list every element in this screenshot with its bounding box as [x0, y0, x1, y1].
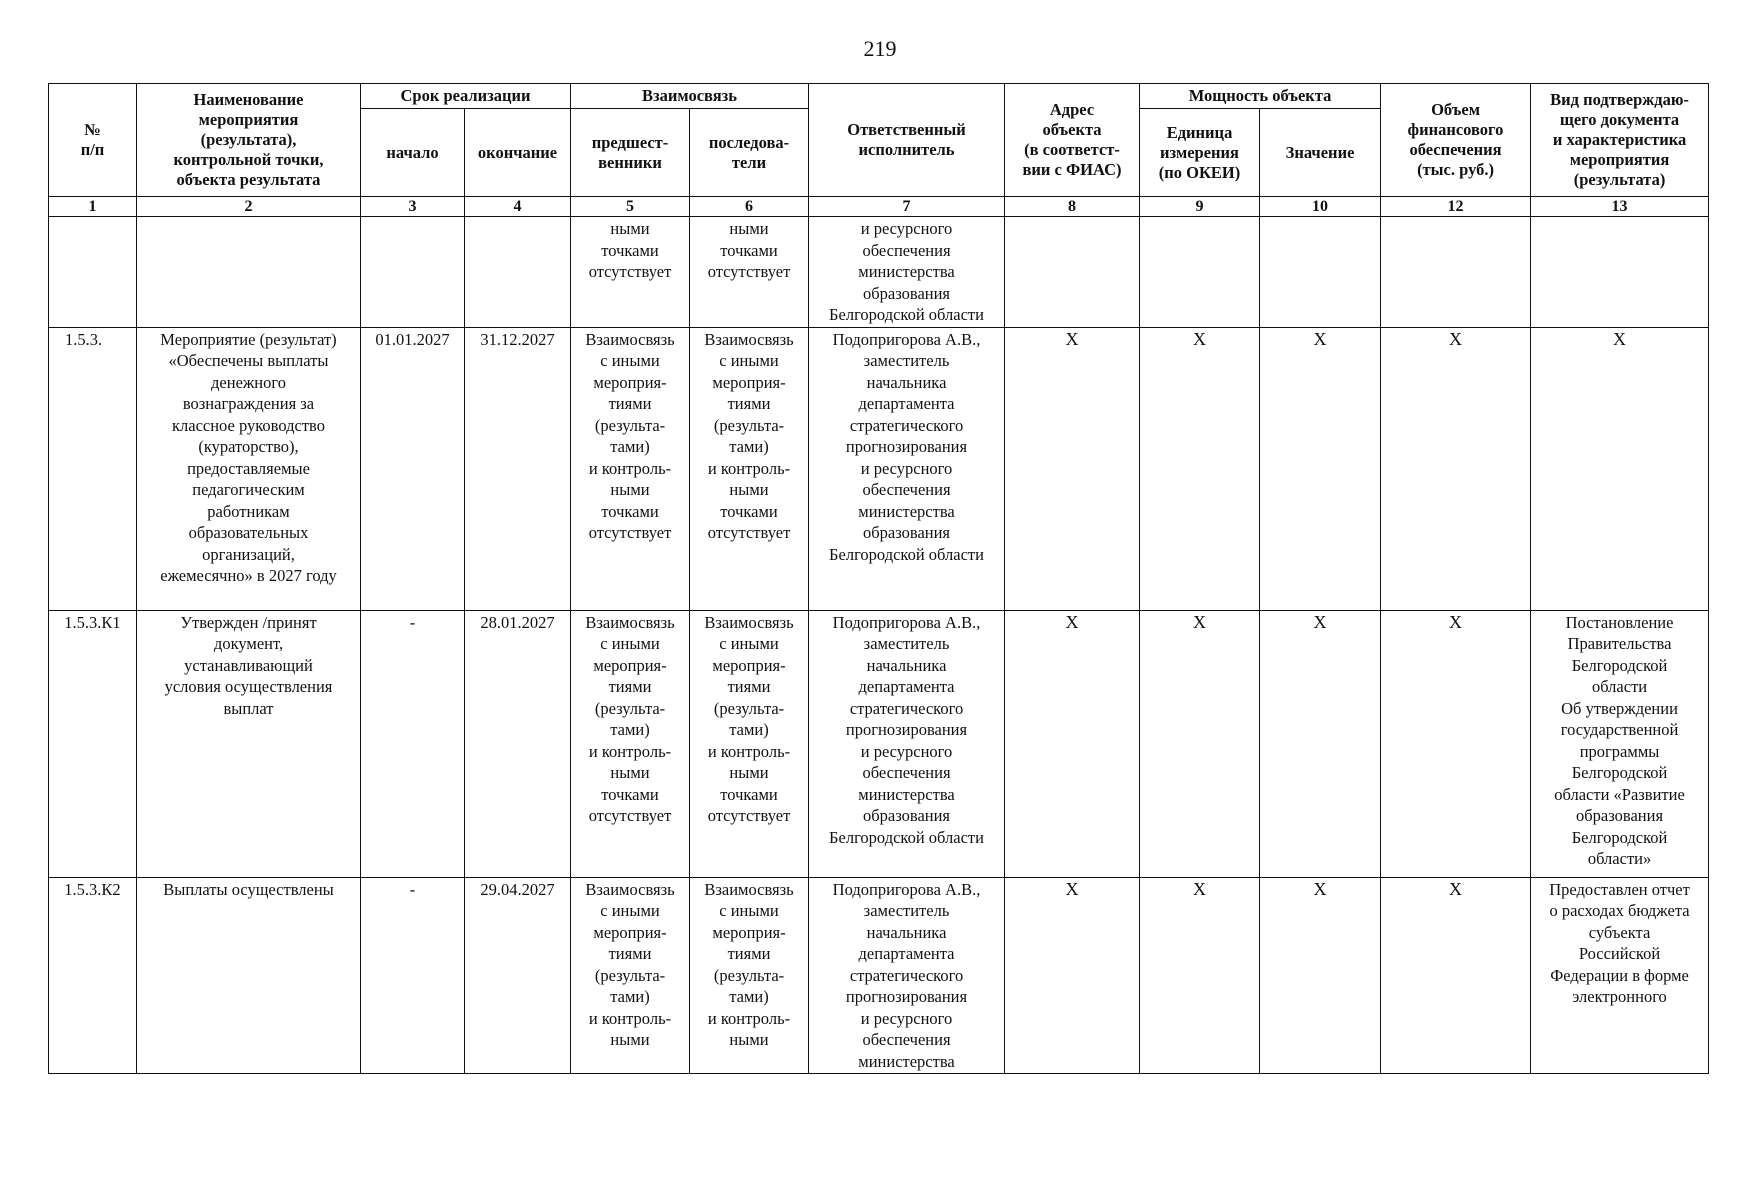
- header-successors: последова- тели: [690, 109, 809, 197]
- cell-start: 01.01.2027: [361, 327, 465, 610]
- cell-responsible: Подопригорова А.В., заместитель начальника департамента стратегического прогнозирования и ресурсного обеспечения министерства образования Белгородской области: [809, 610, 1005, 877]
- header-responsible: Ответственный исполнитель: [809, 84, 1005, 197]
- cell-unit: X: [1140, 610, 1260, 877]
- cell-doc: Постановление Правительства Белгородской области Об утверждении государственной программы Белгородской области «Развитие образования Белгородской области»: [1531, 610, 1709, 877]
- cell-name: Мероприятие (результат) «Обеспечены выплаты денежного вознаграждения за классное руководство (кураторство), предоставляемые педагогическим работникам образовательных организаций, ежемесячно» в 2027 году: [137, 327, 361, 610]
- cell-name: Выплаты осуществлены: [137, 877, 361, 1074]
- header-value: Значение: [1260, 109, 1381, 197]
- header-term: Срок реализации: [361, 84, 571, 109]
- cell-end: [465, 217, 571, 328]
- cell-doc: [1531, 217, 1709, 328]
- cell-num: 1.5.3.: [49, 327, 137, 610]
- table-row: [49, 877, 1709, 1074]
- cell-num: [49, 217, 137, 328]
- cell-unit: [1140, 217, 1260, 328]
- column-number: 12: [1381, 197, 1531, 217]
- cell-predecessors: Взаимосвязь с иными мероприя- тиями (результа- тами) и контроль- ными точками отсутствует: [571, 327, 690, 610]
- header-unit: Единица измерения (по ОКЕИ): [1140, 109, 1260, 197]
- cell-doc: X: [1531, 327, 1709, 610]
- cell-unit: X: [1140, 327, 1260, 610]
- cell-value: X: [1260, 610, 1381, 877]
- cell-finance: X: [1381, 327, 1531, 610]
- cell-end: 29.04.2027: [465, 877, 571, 1074]
- header-predecessors: предшест- венники: [571, 109, 690, 197]
- cell-successors: ными точками отсутствует: [690, 217, 809, 328]
- column-number: 2: [137, 197, 361, 217]
- cell-end: 28.01.2027: [465, 610, 571, 877]
- cell-predecessors: ными точками отсутствует: [571, 217, 690, 328]
- cell-responsible: Подопригорова А.В., заместитель начальника департамента стратегического прогнозирования и ресурсного обеспечения министерства образования Белгородской области: [809, 327, 1005, 610]
- cell-start: -: [361, 610, 465, 877]
- cell-end: 31.12.2027: [465, 327, 571, 610]
- header-term-start: начало: [361, 109, 465, 197]
- cell-value: [1260, 217, 1381, 328]
- cell-predecessors: Взаимосвязь с иными мероприя- тиями (результа- тами) и контроль- ными: [571, 877, 690, 1074]
- cell-predecessors: Взаимосвязь с иными мероприя- тиями (результа- тами) и контроль- ными точками отсутствует: [571, 610, 690, 877]
- cell-address: X: [1005, 327, 1140, 610]
- header-name: Наименование мероприятия (результата), контрольной точки, объекта результата: [137, 84, 361, 197]
- column-number: 1: [49, 197, 137, 217]
- cell-address: X: [1005, 877, 1140, 1074]
- column-number: 7: [809, 197, 1005, 217]
- cell-address: X: [1005, 610, 1140, 877]
- cell-successors: Взаимосвязь с иными мероприя- тиями (результа- тами) и контроль- ными: [690, 877, 809, 1074]
- column-number: 9: [1140, 197, 1260, 217]
- column-number: 10: [1260, 197, 1381, 217]
- column-number: 3: [361, 197, 465, 217]
- cell-num: 1.5.3.К2: [49, 877, 137, 1074]
- cell-name: [137, 217, 361, 328]
- column-number: 8: [1005, 197, 1140, 217]
- cell-finance: X: [1381, 610, 1531, 877]
- header-num: № п/п: [49, 84, 137, 197]
- column-number: 4: [465, 197, 571, 217]
- column-number: 13: [1531, 197, 1709, 217]
- cell-successors: Взаимосвязь с иными мероприя- тиями (результа- тами) и контроль- ными точками отсутствует: [690, 610, 809, 877]
- header-relation: Взаимосвязь: [571, 84, 809, 109]
- table-row: [49, 610, 1709, 877]
- column-number: 5: [571, 197, 690, 217]
- header-address: Адрес объекта (в соответст- вии с ФИАС): [1005, 84, 1140, 197]
- cell-unit: X: [1140, 877, 1260, 1074]
- cell-start: -: [361, 877, 465, 1074]
- cell-address: [1005, 217, 1140, 328]
- cell-responsible: и ресурсного обеспечения министерства образования Белгородской области: [809, 217, 1005, 328]
- cell-value: X: [1260, 877, 1381, 1074]
- cell-successors: Взаимосвязь с иными мероприя- тиями (результа- тами) и контроль- ными точками отсутствует: [690, 327, 809, 610]
- cell-name: Утвержден /принят документ, устанавливающий условия осуществления выплат: [137, 610, 361, 877]
- header-term-end: окончание: [465, 109, 571, 197]
- cell-finance: X: [1381, 877, 1531, 1074]
- table-row: [49, 217, 1709, 328]
- column-number: 6: [690, 197, 809, 217]
- cell-doc: Предоставлен отчет о расходах бюджета субъекта Российской Федерации в форме электронного: [1531, 877, 1709, 1074]
- cell-value: X: [1260, 327, 1381, 610]
- cell-responsible: Подопригорова А.В., заместитель начальника департамента стратегического прогнозирования и ресурсного обеспечения министерства: [809, 877, 1005, 1074]
- cell-start: [361, 217, 465, 328]
- page-number: 219: [863, 36, 897, 61]
- events-table: [48, 83, 1709, 1074]
- table-row: [49, 327, 1709, 610]
- cell-num: 1.5.3.К1: [49, 610, 137, 877]
- header-doc-type: Вид подтверждаю- щего документа и характеристика мероприятия (результата): [1531, 84, 1709, 197]
- header-finance: Объем финансового обеспечения (тыс. руб.): [1381, 84, 1531, 197]
- header-capacity: Мощность объекта: [1140, 84, 1381, 109]
- cell-finance: [1381, 217, 1531, 328]
